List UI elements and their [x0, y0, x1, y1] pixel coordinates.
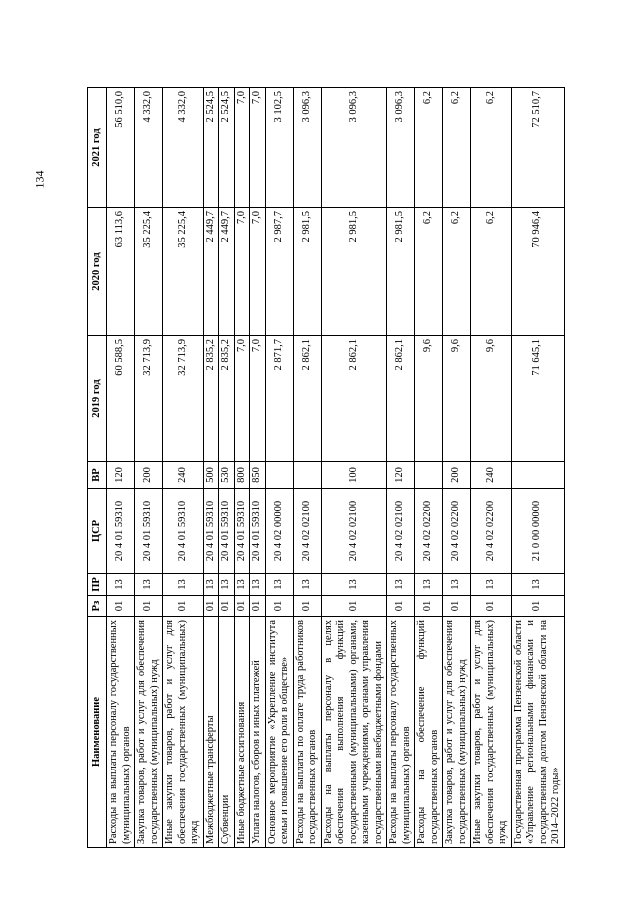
header-2020: 2020 год [88, 208, 107, 336]
cell-vr: 100 [321, 462, 387, 489]
header-name: Наименование [88, 617, 107, 848]
cell-vr: 850 [250, 462, 266, 489]
cell-2021: 6,2 [415, 88, 443, 208]
cell-2021: 6,2 [443, 88, 471, 208]
cell-2021: 3 096,3 [293, 88, 321, 208]
cell-csr: 20 4 02 02200 [415, 489, 443, 574]
table-row [203, 88, 219, 848]
cell-csr: 20 4 02 00000 [265, 489, 293, 574]
cell-2020: 2 981,5 [293, 208, 321, 336]
table-row [234, 88, 250, 848]
cell-csr: 20 4 01 59310 [107, 489, 135, 574]
cell-vr: 200 [135, 462, 163, 489]
cell-pr: 13 [107, 574, 135, 596]
cell-name: Расходы на выплаты персоналу государственных (муниципальных) органов [107, 617, 135, 848]
cell-name: Иные закупки товаров, работ и услуг для обеспечения государственных (муниципальных) нужд [471, 617, 512, 848]
cell-pr: 13 [163, 574, 204, 596]
cell-2020: 6,2 [443, 208, 471, 336]
cell-rz: 01 [471, 596, 512, 617]
cell-2021: 7,0 [234, 88, 250, 208]
header-rz: Рз [88, 596, 107, 617]
cell-2019: 2 862,1 [293, 336, 321, 462]
cell-vr [415, 462, 443, 489]
cell-csr: 20 4 01 59310 [234, 489, 250, 574]
cell-name: Уплата налогов, сборов и иных платежей [250, 617, 266, 848]
cell-2020: 7,0 [234, 208, 250, 336]
cell-rz: 01 [234, 596, 250, 617]
cell-pr: 13 [415, 574, 443, 596]
cell-rz: 01 [265, 596, 293, 617]
cell-rz: 01 [135, 596, 163, 617]
cell-csr: 20 4 02 02200 [443, 489, 471, 574]
cell-2020: 2 449,7 [203, 208, 219, 336]
cell-csr: 20 4 02 02200 [471, 489, 512, 574]
table-row [471, 88, 512, 848]
cell-rz: 01 [321, 596, 387, 617]
cell-2021: 72 510,7 [511, 88, 564, 208]
header-csr: ЦСР [88, 489, 107, 574]
cell-2019: 71 645,1 [511, 336, 564, 462]
cell-pr: 13 [219, 574, 235, 596]
cell-2019: 7,0 [234, 336, 250, 462]
cell-vr [511, 462, 564, 489]
header-vr: ВР [88, 462, 107, 489]
cell-2021: 3 102,5 [265, 88, 293, 208]
table-row [321, 88, 387, 848]
cell-rz: 01 [443, 596, 471, 617]
cell-2020: 35 225,4 [135, 208, 163, 336]
cell-vr: 240 [163, 462, 204, 489]
cell-csr: 20 4 01 59310 [163, 489, 204, 574]
cell-2019: 32 713,9 [163, 336, 204, 462]
cell-vr: 200 [443, 462, 471, 489]
cell-2020: 6,2 [415, 208, 443, 336]
cell-2021: 6,2 [471, 88, 512, 208]
cell-2019: 9,6 [415, 336, 443, 462]
budget-table [87, 87, 565, 848]
header-2021: 2021 год [88, 88, 107, 208]
cell-pr: 13 [250, 574, 266, 596]
cell-2021: 2 524,5 [203, 88, 219, 208]
cell-2020: 70 946,4 [511, 208, 564, 336]
table-header-row [88, 88, 107, 848]
cell-csr: 20 4 02 02100 [321, 489, 387, 574]
cell-pr: 13 [135, 574, 163, 596]
cell-pr: 13 [321, 574, 387, 596]
cell-csr: 20 4 01 59310 [219, 489, 235, 574]
table-row [219, 88, 235, 848]
budget-table-container [87, 88, 561, 848]
cell-2021: 4 332,0 [163, 88, 204, 208]
cell-2020: 2 449,7 [219, 208, 235, 336]
cell-2019: 32 713,9 [135, 336, 163, 462]
table-row [265, 88, 293, 848]
table-row [511, 88, 564, 848]
cell-rz: 01 [293, 596, 321, 617]
cell-name: Государственная программа Пензенской области «Управление региональными финансами и государственным долгом Пензенской области на 2014–2022 годы» [511, 617, 564, 848]
cell-2020: 35 225,4 [163, 208, 204, 336]
cell-rz: 01 [387, 596, 415, 617]
cell-2020: 2 987,7 [265, 208, 293, 336]
cell-vr: 120 [107, 462, 135, 489]
cell-2020: 2 981,5 [387, 208, 415, 336]
cell-name: Расходы на выплаты персоналу государственных (муниципальных) органов [387, 617, 415, 848]
cell-csr: 20 4 02 02100 [387, 489, 415, 574]
table-row [163, 88, 204, 848]
cell-pr: 13 [471, 574, 512, 596]
cell-rz: 01 [511, 596, 564, 617]
cell-2019: 9,6 [471, 336, 512, 462]
cell-name: Закупка товаров, работ и услуг для обеспечения государственных (муниципальных) нужд [443, 617, 471, 848]
cell-2019: 2 871,7 [265, 336, 293, 462]
cell-vr: 500 [203, 462, 219, 489]
cell-vr: 800 [234, 462, 250, 489]
cell-name: Расходы на выплаты персоналу в целях обеспечения выполнения функций государственными (муниципальными) органами, казенными учреждениями, органами управления государственными внебюджетными фондами [321, 617, 387, 848]
cell-2019: 9,6 [443, 336, 471, 462]
cell-name: Иные закупки товаров, работ и услуг для обеспечения государственных (муниципальных) нужд [163, 617, 204, 848]
cell-2020: 63 113,6 [107, 208, 135, 336]
cell-rz: 01 [163, 596, 204, 617]
cell-name: Расходы на выплаты по оплате труда работников государственных органов [293, 617, 321, 848]
cell-vr [293, 462, 321, 489]
cell-2021: 3 096,3 [387, 88, 415, 208]
cell-pr: 13 [203, 574, 219, 596]
cell-csr: 20 4 01 59310 [135, 489, 163, 574]
header-2019: 2019 год [88, 336, 107, 462]
cell-2021: 56 510,0 [107, 88, 135, 208]
cell-rz: 01 [107, 596, 135, 617]
cell-rz: 01 [415, 596, 443, 617]
cell-2021: 4 332,0 [135, 88, 163, 208]
cell-rz: 01 [203, 596, 219, 617]
cell-name: Закупка товаров, работ и услуг для обеспечения государственных (муниципальных) нужд [135, 617, 163, 848]
cell-vr: 530 [219, 462, 235, 489]
cell-pr: 13 [234, 574, 250, 596]
cell-2019: 60 588,5 [107, 336, 135, 462]
cell-2020: 6,2 [471, 208, 512, 336]
table-row [293, 88, 321, 848]
cell-pr: 13 [265, 574, 293, 596]
cell-rz: 01 [250, 596, 266, 617]
cell-vr: 240 [471, 462, 512, 489]
cell-pr: 13 [511, 574, 564, 596]
cell-pr: 13 [293, 574, 321, 596]
cell-name: Субвенции [219, 617, 235, 848]
cell-2021: 7,0 [250, 88, 266, 208]
cell-name: Иные бюджетные ассигнования [234, 617, 250, 848]
table-row [135, 88, 163, 848]
cell-2019: 7,0 [250, 336, 266, 462]
cell-csr: 20 4 02 02100 [293, 489, 321, 574]
cell-csr: 21 0 00 00000 [511, 489, 564, 574]
cell-2019: 2 862,1 [387, 336, 415, 462]
cell-pr: 13 [443, 574, 471, 596]
cell-2021: 3 096,3 [321, 88, 387, 208]
table-row [387, 88, 415, 848]
page-number: 134 [32, 170, 47, 189]
cell-name: Основное мероприятие «Укрепление института семьи и повышение его роли в обществе» [265, 617, 293, 848]
cell-name: Расходы на обеспечение функций государственных органов [415, 617, 443, 848]
cell-2021: 2 524,5 [219, 88, 235, 208]
cell-2020: 2 981,5 [321, 208, 387, 336]
cell-name: Межбюджетные трансферты [203, 617, 219, 848]
table-row [250, 88, 266, 848]
header-pr: ПР [88, 574, 107, 596]
cell-vr [265, 462, 293, 489]
table-row [443, 88, 471, 848]
cell-vr: 120 [387, 462, 415, 489]
cell-2019: 2 835,2 [219, 336, 235, 462]
cell-2020: 7,0 [250, 208, 266, 336]
cell-pr: 13 [387, 574, 415, 596]
cell-2019: 2 862,1 [321, 336, 387, 462]
cell-2019: 2 835,2 [203, 336, 219, 462]
table-row [107, 88, 135, 848]
table-row [415, 88, 443, 848]
cell-csr: 20 4 01 59310 [203, 489, 219, 574]
cell-csr: 20 4 01 59310 [250, 489, 266, 574]
cell-rz: 01 [219, 596, 235, 617]
